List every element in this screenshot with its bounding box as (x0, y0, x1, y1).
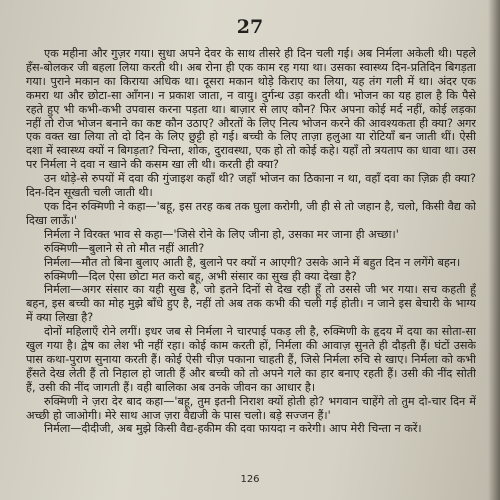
chapter-number: 27 (236, 16, 264, 38)
paragraph: निर्मला—दीदीजी, अब मुझे किसी वैद्य-हकीम की दवा फायदा न करेगी। आप मेरी चिन्ता न करें। (44, 422, 422, 436)
paragraph: एक दिन रुक्मिणी ने कहा—'बहू, इस तरह कब तक घुला करोगी, जी ही से तो जहान है, चलो, किसी वैद्य को दिखा लाऊँ।' (26, 199, 476, 227)
body-text (26, 47, 476, 469)
paragraph: उन थोड़े-से रुपयों में दवा की गुंजाइश कहाँ थी? जहाँ भोजन का ठिकाना न था, वहाँ दवा का ज़िक्र ही क्या? दिन-दिन सूखती चली जाती थी। (26, 172, 476, 200)
paragraph: निर्मला ने विरक्त भाव से कहा—'जिसे रोने के लिए जीना हो, उसका मर जाना ही अच्छा।' (44, 227, 399, 241)
page-number: 126 (240, 474, 260, 485)
paragraph: रुक्मिणी ने ज़रा देर बाद कहा—'बहू, तुम इतनी निराश क्यों होती हो? भगवान चाहेंगे तो तुम दो-चार दिन में अच्छी हो जाओगी। मेरे साथ आज ज़रा वैद्यजी के पास चलो। बड़े सज्जन हैं।' (26, 394, 476, 422)
paragraph: रुक्मिणी—दिल ऐसा छोटा मत करो बहू, अभी संसार का सुख ही क्या देखा है? (44, 269, 357, 283)
paragraph: एक महीना और गुज़र गया। सुधा अपने देवर के साथ तीसरे ही दिन चली गई। अब निर्मला अकेली थी। पहले हँस-बोलकर जी बहला लिया करती थी। अब रोना ही एक काम रह गया था। उसका स्वास्थ्य दिन-प्रतिदिन बिगड़ता गया। पुराने मकान का किराया अधिक था। दूसरा मकान थोड़े किराए का लिया, यह तंग गली में था। अंदर एक कमरा था और छोटा-सा आँगन। न प्रकाश जाता, न वायु। दुर्गन्ध उड़ा करती थी। भोजन का यह हाल है कि पैसे रहते हुए भी कभी-कभी उपवास करना पड़ता था। बाज़ार से लाए कौन? फिर अपना कोई मर्द नहीं, कोई लड़का नहीं तो रोज भोजन बनाने का कष्ट कौन उठाए? औरतों के लिए नित्य भोजन करने की आवश्यकता ही क्या? अगर एक वक्त खा लिया तो दो दिन के लिए छुट्टी हो गई। बच्ची के लिए ताज़ा हलुआ या रोटियाँ बन जाती थीं। ऐसी दशा में स्वास्थ्य क्यों न बिगड़ता? चिन्ता, शोक, दुरावस्था, एक हो तो कोई कहे। यहाँ तो त्रयताप का धावा था। उस पर निर्मला ने दवा न खाने की कसम खा ली थी। करती ही क्या? (26, 47, 476, 172)
paragraph: दोनों महिलाएँ रोने लगीं। इधर जब से निर्मला ने चारपाई पकड़ ली है, रुक्मिणी के हृदय में दया का सोता-सा खुल गया है। द्वेष का लेश भी नहीं रहा। कोई काम करती हों, निर्मला की आवाज़ सुनते ही दौड़ती हैं। घंटों उसके पास कथा-पुराण सुनाया करती हैं। कोई ऐसी चीज़ पकाना चाहती हैं, जिसे निर्मला रुचि से खाए। निर्मला को कभी हँसते देख लेती हैं तो निहाल हो जाती हैं और बच्ची को तो अपने गले का हार बनाए रहती हैं। उसी की नींद सोती हैं, उसी की नींद जागती हैं। वही बालिका अब उनके जीवन का आधार है। (26, 325, 476, 394)
paragraph: निर्मला—अगर संसार का यही सुख है, जो इतने दिनों से देख रही हूँ तो उससे जी भर गया। सच कहती हूँ बहन, इस बच्ची का मोह मुझे बाँधे हुए है, नहीं तो अब तक कभी की चली गई होती। न जाने इस बेचारी के भाग्य में क्या लिखा है? (26, 283, 476, 325)
paragraph: निर्मला—मौत तो बिना बुलाए आती है, बुलाने पर क्यों न आएगी? उसके आने में बहुत दिन न लगेंगे बहन। (44, 255, 461, 269)
page-edge-shadow (488, 0, 500, 500)
paragraph: रुक्मिणी—बुलाने से तो मौत नहीं आती? (44, 241, 205, 255)
